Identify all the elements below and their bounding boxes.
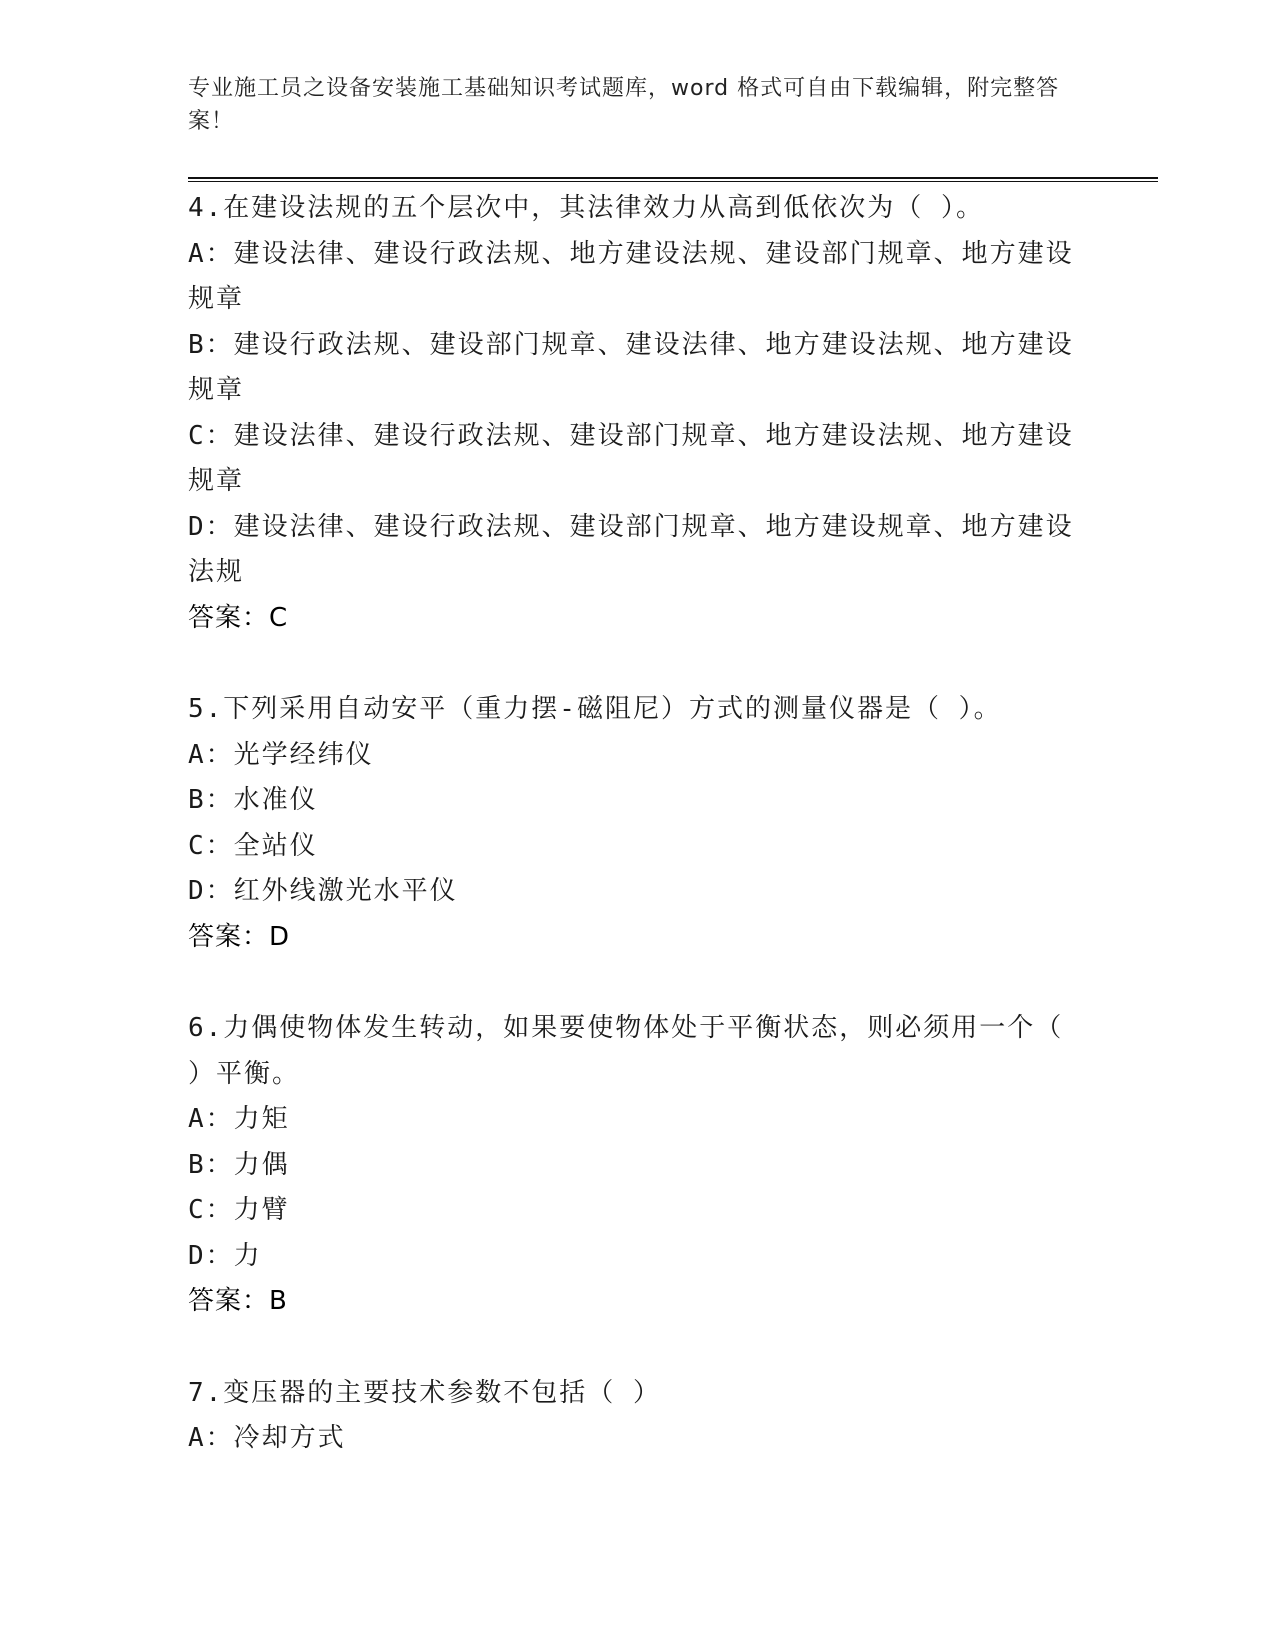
option-a: A：力矩 [188,1104,290,1134]
option-b: B：水准仪 [188,785,318,815]
answer-line: 答案：C [188,602,289,633]
question-stem: 7.变压器的主要技术参数不包括（ ） [188,1377,661,1408]
document-title: 专业施工员之设备安装施工基础知识考试题库，word 格式可自由下载编辑，附完整答案！ [188,76,1060,134]
option-c: C：建设法律、建设行政法规、建设部门规章、地方建设法规、地方建设规章 [188,420,1074,496]
question-stem: 6.力偶使物体发生转动，如果要使物体处于平衡状态，则必须用一个（ ）平衡。 [188,1013,1064,1089]
option-d: D：红外线激光水平仪 [188,876,458,906]
option-c: C：全站仪 [188,830,318,861]
answer-line: 答案：D [188,921,291,952]
option-b: B：力偶 [188,1149,290,1180]
question-7 [188,1371,1088,1462]
header-divider [188,177,1158,182]
question-4 [188,186,1088,641]
question-stem: 5.下列采用自动安平（重力摆-磁阻尼）方式的测量仪器是（ ）。 [188,694,1002,724]
question-5 [188,687,1088,960]
option-d: D：建设法律、建设行政法规、建设部门规章、地方建设规章、地方建设法规 [188,511,1074,587]
question-stem: 4.在建设法规的五个层次中，其法律效力从高到低依次为（ ）。 [188,193,984,223]
question-6 [188,1006,1088,1325]
option-a: A：光学经纬仪 [188,739,374,770]
option-a: A：建设法律、建设行政法规、地方建设法规、建设部门规章、地方建设规章 [188,238,1074,314]
answer-line: 答案：B [188,1286,288,1316]
option-a: A：冷却方式 [188,1423,346,1453]
question-list [188,186,1088,1508]
option-c: C：力臂 [188,1195,290,1225]
option-d: D：力 [188,1240,262,1271]
option-b: B：建设行政法规、建设部门规章、建设法律、地方建设法规、地方建设规章 [188,329,1074,405]
document-header [188,72,1068,138]
